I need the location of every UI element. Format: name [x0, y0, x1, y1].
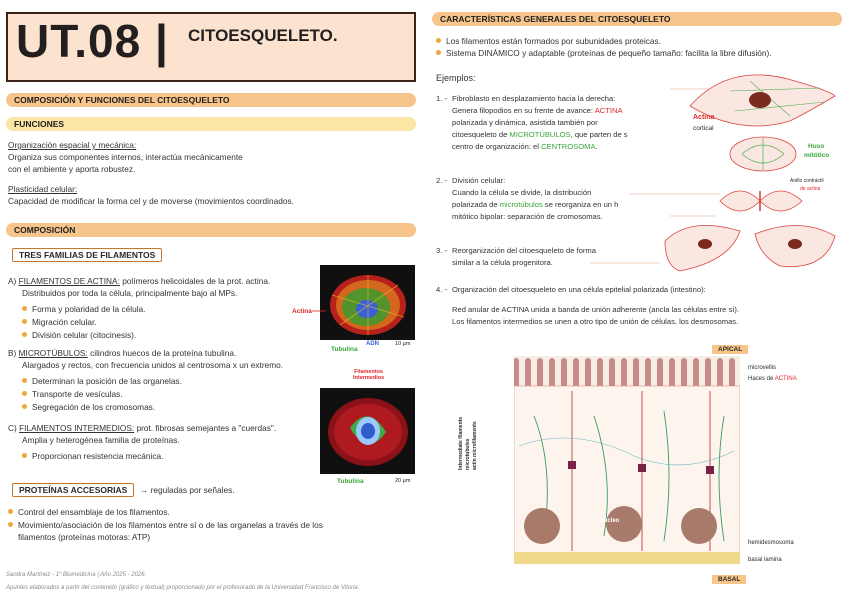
img2-scale: 20 µm — [395, 478, 411, 484]
f2-line1: Capacidad de modificar la forma cel y de moverse (movimientos coordinados. — [8, 196, 294, 206]
page-title: CITOESQUELETO. — [188, 26, 338, 45]
list-item: Segregación de los cromosomas. — [22, 402, 155, 414]
hemidesmosoma-label: hemidesmosoma — [748, 540, 794, 546]
e2-line1: División celular: — [452, 176, 506, 185]
e4-num: 4. - — [436, 285, 447, 294]
e3-line1: Reorganización del citoesqueleto de forma — [452, 246, 596, 255]
bullet-icon — [22, 332, 27, 337]
actina-micrograph — [320, 265, 415, 340]
fig-cortical-label: cortical — [693, 125, 714, 132]
list-item: División celular (citocinesis). — [22, 330, 136, 342]
list-item: Sistema DINÁMICO y adaptable (proteínas de pequeño tamaño: facilita la libre difusión). — [436, 48, 772, 60]
bullet-icon — [22, 378, 27, 383]
e1-line5: centro de organización: el CENTROSOMA. — [452, 142, 598, 151]
nucleus — [788, 239, 802, 249]
desmosome — [706, 466, 714, 474]
b-line2: Alargados y rectos, con frecuencia unidos al centrosoma x un extremo. — [22, 360, 284, 370]
cytokinesis-cell — [720, 191, 802, 211]
composicion-bar: COMPOSICIÓN — [6, 223, 416, 237]
c-desc: prot. fibrosas semejantes a "cuerdas". — [134, 423, 277, 433]
epi-side-legend: Intermediate filaments microtubules actin microfilaments — [458, 416, 478, 470]
list-item: Proporcionan resistencia mecánica. — [22, 451, 163, 463]
b-title: MICROTÚBULOS: — [18, 348, 88, 358]
footer-source: Apuntes elaborados a partir del contenido (gráfico y textual) proporcionado por el profesorado de la Universidad Francisco de Vitoria. — [6, 585, 360, 591]
haces-label: Haces de ACTINA — [748, 376, 797, 382]
accesorias-line — [140, 485, 235, 497]
b-desc: cilindros huecos de la proteína tubulina. — [87, 348, 237, 358]
bullet-icon — [22, 319, 27, 324]
img1-actina-label: Actina — [292, 308, 312, 315]
e1-num: 1. - — [436, 94, 447, 103]
fi-micrograph — [320, 388, 415, 474]
footer-author: Sandra Martínez - 1º Biomedicina | Año 2025 - 2026. — [6, 572, 147, 578]
arrow-right-icon: → — [140, 485, 149, 495]
e4-line3: Los filamentos intermedios se unen a otro tipo de unión de células, los desmosomas. — [452, 317, 739, 326]
img2-fi-label: Filamentos Intermedios — [353, 369, 385, 381]
a-line2: Distribuidos por toda la célula, principalmente bajo al MPs. — [22, 288, 238, 298]
bullet-icon — [8, 522, 13, 527]
epithelial-diagram — [514, 356, 740, 564]
e3-line2: similar a la célula progenitora. — [452, 258, 553, 267]
funciones-bar: FUNCIONES — [6, 117, 416, 131]
acc-line3: filamentos (proteínas motoras: ATP) — [18, 532, 151, 542]
nucleus — [749, 92, 771, 108]
fig-actina-label: Actina — [693, 114, 715, 121]
f2-title: Plasticidad celular: — [8, 184, 78, 194]
e4-line1: Organización del citoesqueleto en una célula epitelial polarizada (intestino): — [452, 285, 706, 294]
list-item: Transporte de vesículas. — [22, 389, 123, 401]
e1-line1: Fibroblasto en desplazamiento hacia la derecha: — [452, 94, 616, 103]
list-item: Movimiento/asociación de los filamentos entre sí o de las organelas a través de los — [8, 520, 323, 532]
bullet-icon — [22, 306, 27, 311]
accesorias-desc: reguladas por señales. — [150, 485, 235, 495]
e1-line3: polarizada y dinámica, asistida también por — [452, 118, 598, 127]
e4-line2: Red anular de ACTINA unida a banda de unión adherente (ancla las células entre sí). — [452, 305, 740, 314]
desmosome — [638, 464, 646, 472]
list-item: Migración celular. — [22, 317, 97, 329]
unit-label: UT.08 | — [16, 15, 169, 67]
f1-title: Organización espacial y mecánica: — [8, 140, 137, 150]
e1-line2: Genera filopodios en su frente de avance: ACTINA — [452, 106, 623, 115]
list-item: Determinan la posición de las organelas. — [22, 376, 182, 388]
fig-anillo1-label: Anillo contráctil — [790, 178, 824, 184]
nucleus — [681, 508, 717, 544]
list-item: Control del ensamblaje de los filamentos. — [8, 507, 170, 519]
e2-num: 2. - — [436, 176, 447, 185]
bullet-icon — [22, 391, 27, 396]
basal-lamina — [514, 552, 740, 564]
bullet-icon — [22, 404, 27, 409]
pointer-line-icon — [312, 309, 326, 313]
f1-line2: con el ambiente y aporta robustez. — [8, 164, 136, 174]
e3-num: 3. - — [436, 246, 447, 255]
lamina-label: basal lamina — [748, 557, 782, 563]
basal-label: BASAL — [712, 575, 746, 584]
c-title: FILAMENTOS INTERMEDIOS: — [19, 423, 135, 433]
list-item: Forma y polaridad de la célula. — [22, 304, 145, 316]
c-marker: C) — [8, 423, 17, 433]
list-item: Los filamentos están formados por subunidades proteicas. — [436, 36, 661, 48]
nucleus — [698, 239, 712, 249]
microvilli-label: microvellis — [748, 365, 777, 371]
nucleo-label: núcleo — [600, 518, 620, 524]
section-composicion-funciones: COMPOSICIÓN Y FUNCIONES DEL CITOESQUELETO — [6, 93, 416, 107]
bullet-icon — [436, 50, 441, 55]
e2-line3: polarizada de microtúbulos se reorganiza en un h — [452, 200, 619, 209]
e1-line4: citoesqueleto de MICROTÚBULOS, que parten de s — [452, 130, 628, 139]
fig-anillo2-label: de actina — [800, 186, 821, 192]
accesorias-heading: PROTEÍNAS ACCESORIAS — [12, 483, 134, 497]
actina-micrograph-image — [320, 265, 415, 340]
caracteristicas-bar: CARACTERÍSTICAS GENERALES DEL CITOESQUELETO — [432, 12, 842, 26]
e2-line4: mitótico bipolar: separación de cromosomas. — [452, 212, 603, 221]
bullet-icon — [8, 509, 13, 514]
bullet-icon — [22, 453, 27, 458]
fig-mitotico-label: mitótico — [804, 152, 830, 159]
cell-cycle-diagram — [580, 66, 842, 276]
f1-line1: Organiza sus componentes internos, interactúa mecánicamente — [8, 152, 243, 162]
c-line2: Amplia y heterogénea familia de proteínas. — [22, 435, 180, 445]
fig-huso-label: Huso — [808, 143, 825, 150]
a-marker: A) — [8, 276, 17, 286]
nucleus — [524, 508, 560, 544]
bullet-icon — [436, 38, 441, 43]
c-line1 — [8, 423, 276, 435]
img1-adn-label: ADN — [366, 341, 379, 347]
img1-scale: 10 µm — [395, 341, 411, 347]
e2-line2: Cuando la célula se divide, la distribución — [452, 188, 592, 197]
ejemplos-label: Ejemplos: — [436, 73, 476, 83]
apical-label: APICAL — [712, 345, 748, 354]
fi-micrograph-image — [320, 388, 415, 474]
img1-tubulina-label: Tubulina — [331, 346, 358, 353]
b-line1 — [8, 348, 236, 360]
img2-tubulina-label: Tubulina — [337, 478, 364, 485]
a-title: FILAMENTOS DE ACTINA: — [18, 276, 120, 286]
familias-heading: TRES FAMILIAS DE FILAMENTOS — [12, 248, 162, 262]
b-marker: B) — [8, 348, 17, 358]
a-line1 — [8, 276, 270, 288]
desmosome — [568, 461, 576, 469]
nucleus — [606, 506, 642, 542]
a-desc: polímeros helicoidales de la prot. actina. — [119, 276, 271, 286]
